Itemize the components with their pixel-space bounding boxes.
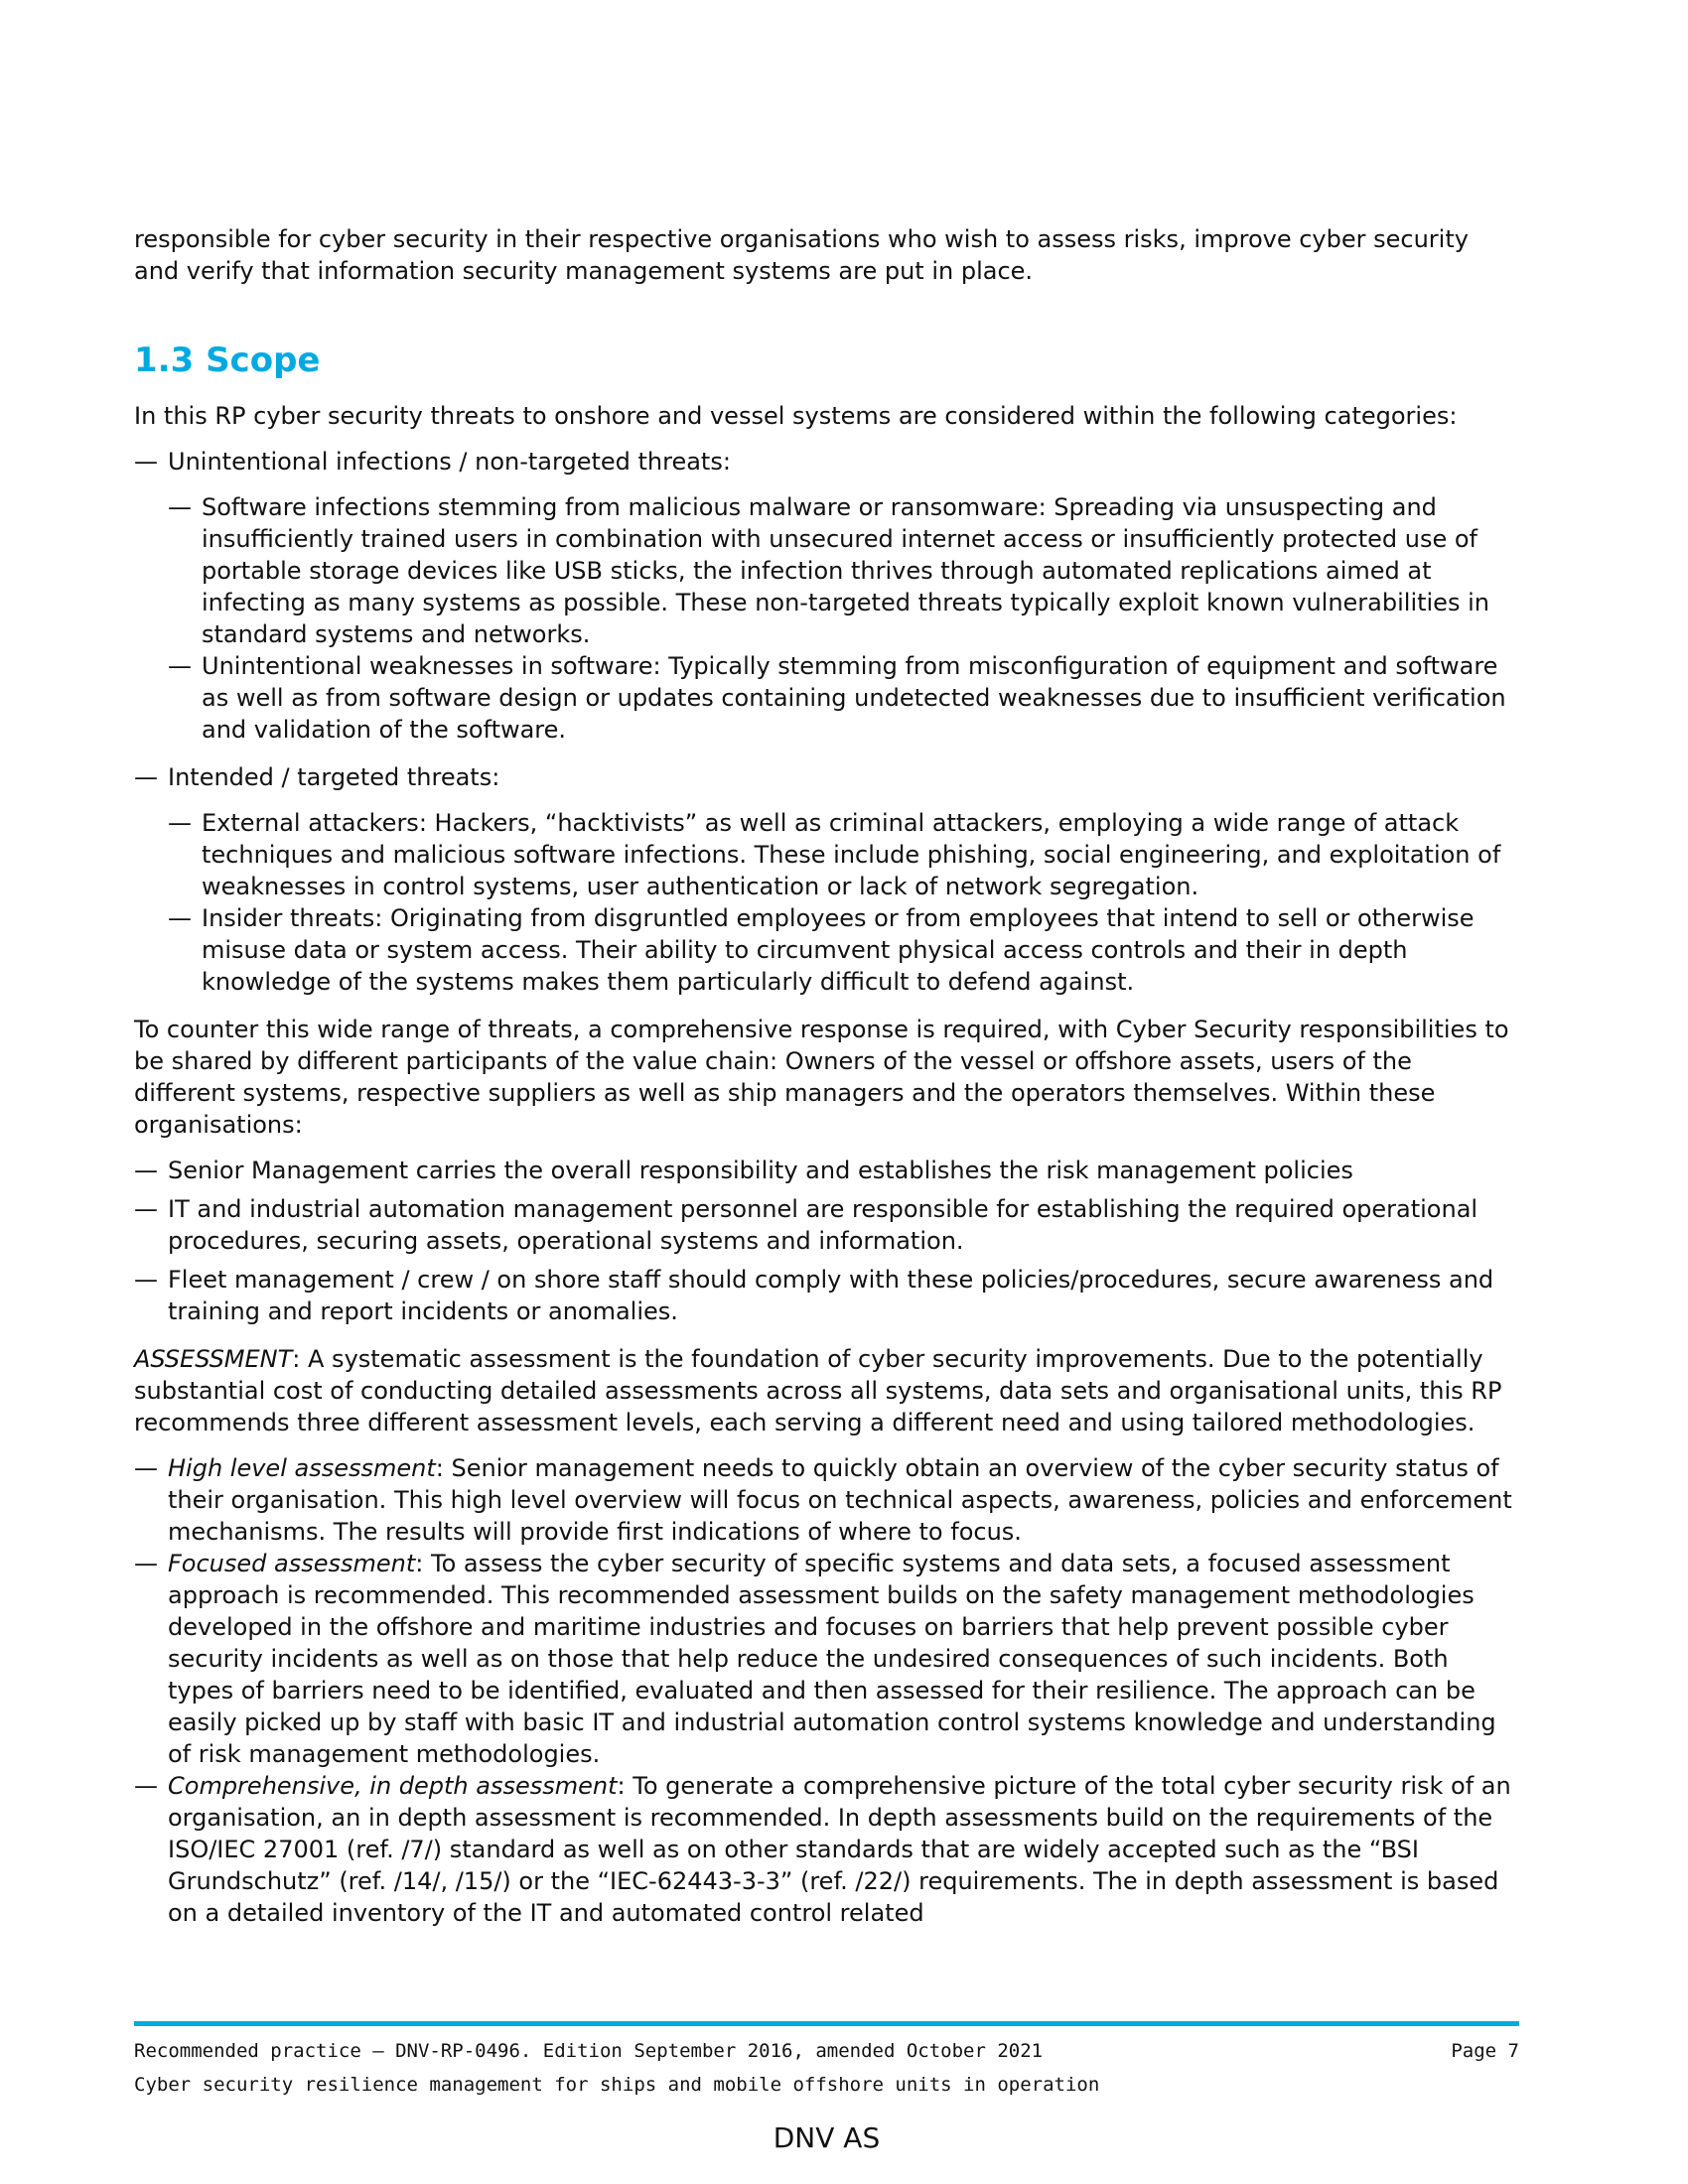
section-lead-paragraph: In this RP cyber security threats to onshore and vessel systems are considered within the following categories: (134, 402, 1458, 430)
list-item-text: Unintentional weaknesses in software: Typically stemming from misconfiguration of equipment and software as well as from software design or updates containing undetected weaknesses due to insufficient verification and validation of the software. (202, 652, 1506, 744)
assessment-levels-list (134, 1452, 1519, 1929)
dash-marker: — (134, 1157, 158, 1184)
intro-paragraph: responsible for cyber security in their respective organisations who wish to assess risks, improve cyber security and verify that information security management systems are put in place. (134, 225, 1469, 285)
footer-row (134, 2034, 1519, 2068)
list-item (134, 1193, 1519, 1257)
dash-marker: — (168, 493, 192, 521)
page-content (134, 223, 1519, 1929)
dash-marker: — (134, 1772, 158, 1800)
footer-company: DNV AS (773, 2121, 881, 2154)
list-item-text: Intended / targeted threats: (168, 763, 500, 791)
list-item-text: IT and industrial automation management personnel are responsible for establishing the required operational procedures, securing assets, operational systems and information. (168, 1195, 1478, 1255)
list-item-text: Fleet management / crew / on shore staff should comply with these policies/procedures, secure awareness and training and report incidents or anomalies. (168, 1266, 1494, 1325)
list-item (134, 446, 1519, 478)
list-item-text (168, 1770, 1519, 1929)
level-rest: : Senior management needs to quickly obtain an overview of the cyber security status of their organisation. This high level overview will focus on technical aspects, awareness, policies and enforcement mechanisms. The results will provide first indications of where to focus. (168, 1454, 1512, 1546)
list-item (134, 1548, 1519, 1770)
assessment-rest: : A systematic assessment is the foundation of cyber security improvements. Due to the potentially substantial cost of conducting detailed assessments across all systems, data sets and organisational units, this RP recommends three different assessment levels, each serving a different need and using tailored methodologies. (134, 1345, 1502, 1436)
footer-rule (134, 2021, 1519, 2026)
list-item (134, 761, 1519, 793)
level-lead: Comprehensive, in depth assessment (168, 1772, 618, 1800)
list-item-text: Software infections stemming from malicious malware or ransomware: Spreading via unsuspecting and insufficiently trained users in combination with unsecured internet access or insufficiently protected use of portable storage devices like USB sticks, the infection thrives through automated replications aimed at infecting as many systems as possible. These non-targeted threats typically exploit known vulnerabilities in standard systems and networks. (202, 493, 1489, 648)
dash-marker: — (168, 904, 192, 932)
responsibilities-list (134, 1155, 1519, 1327)
list-item-text (168, 1452, 1519, 1548)
threat-categories-list (134, 446, 1519, 998)
dash-marker: — (134, 1195, 158, 1223)
assessment-lead: ASSESSMENT (134, 1345, 293, 1373)
list-item (134, 1770, 1519, 1929)
dash-marker: — (134, 1550, 158, 1577)
list-item-text: Unintentional infections / non-targeted threats: (168, 448, 731, 476)
list-item-text: External attackers: Hackers, “hacktivists” as well as criminal attackers, employing a wide range of attack techniques and malicious software infections. These include phishing, social engineering, and exploitation of weaknesses in control systems, user authentication or lack of network segregation. (202, 809, 1501, 900)
dash-marker: — (134, 1266, 158, 1294)
dash-marker: — (134, 1454, 158, 1482)
list-item-text: Insider threats: Originating from disgruntled employees or from employees that intend to sell or otherwise misuse data or system access. Their ability to circumvent physical access controls and their in depth knowledge of the systems makes them particularly difficult to defend against. (202, 904, 1475, 996)
list-item-text: Senior Management carries the overall responsibility and establishes the risk management policies (168, 1157, 1353, 1184)
list-item (134, 1155, 1519, 1186)
page-footer (134, 2021, 1519, 2155)
assessment-paragraph (134, 1343, 1519, 1438)
threat-sublist (134, 491, 1519, 746)
dash-marker: — (168, 809, 192, 837)
list-item (168, 650, 1519, 746)
section-heading: 1.3 Scope (134, 341, 321, 380)
list-item (134, 1452, 1519, 1548)
level-rest: : To assess the cyber security of specific systems and data sets, a focused assessment approach is recommended. This recommended assessment builds on the safety management methodologies developed in the offshore and maritime industries and focuses on barriers that help prevent possible cyber security incidents as well as on those that help reduce the undesired consequences of such incidents. Both types of barriers need to be identified, evaluated and then assessed for their resilience. The approach can be easily picked up by staff with basic IT and industrial automation control systems knowledge and understanding of risk management methodologies. (168, 1550, 1496, 1768)
footer-subtitle: Cyber security resilience management for ships and mobile offshore units in operation (134, 2074, 1100, 2096)
level-rest: : To generate a comprehensive picture of the total cyber security risk of an organisation, an in depth assessment is recommended. In depth assessments build on the requirements of the ISO/IEC 27001 (ref. /7/) standard as well as on other standards that are widely accepted such as the “BSI Grundschutz” (ref. /14/, /15/) or the “IEC-62443-3-3” (ref. /22/) requirements. The in depth assessment is based on a detailed inventory of the IT and automated control related (168, 1772, 1511, 1927)
dash-marker: — (134, 448, 158, 476)
counter-paragraph: To counter this wide range of threats, a comprehensive response is required, with Cyber Security responsibilities to be shared by different participants of the value chain: Owners of the vessel or offshore assets, users of the different systems, respective suppliers as well as ship managers and the operators themselves. Within these organisations: (134, 1016, 1509, 1139)
list-item (168, 902, 1519, 998)
list-item (134, 1264, 1519, 1327)
list-item (168, 807, 1519, 902)
footer-page-number: Page 7 (1451, 2040, 1519, 2062)
dash-marker: — (168, 652, 192, 680)
dash-marker: — (134, 763, 158, 791)
footer-doc-line: Recommended practice — DNV-RP-0496. Edition September 2016, amended October 2021 (134, 2040, 1044, 2062)
level-lead: High level assessment (168, 1454, 436, 1482)
threat-group-intended (134, 761, 1519, 998)
threat-group-unintentional (134, 446, 1519, 746)
list-item-text (168, 1548, 1519, 1770)
list-item (168, 491, 1519, 650)
level-lead: Focused assessment (168, 1550, 416, 1577)
threat-sublist (134, 807, 1519, 998)
